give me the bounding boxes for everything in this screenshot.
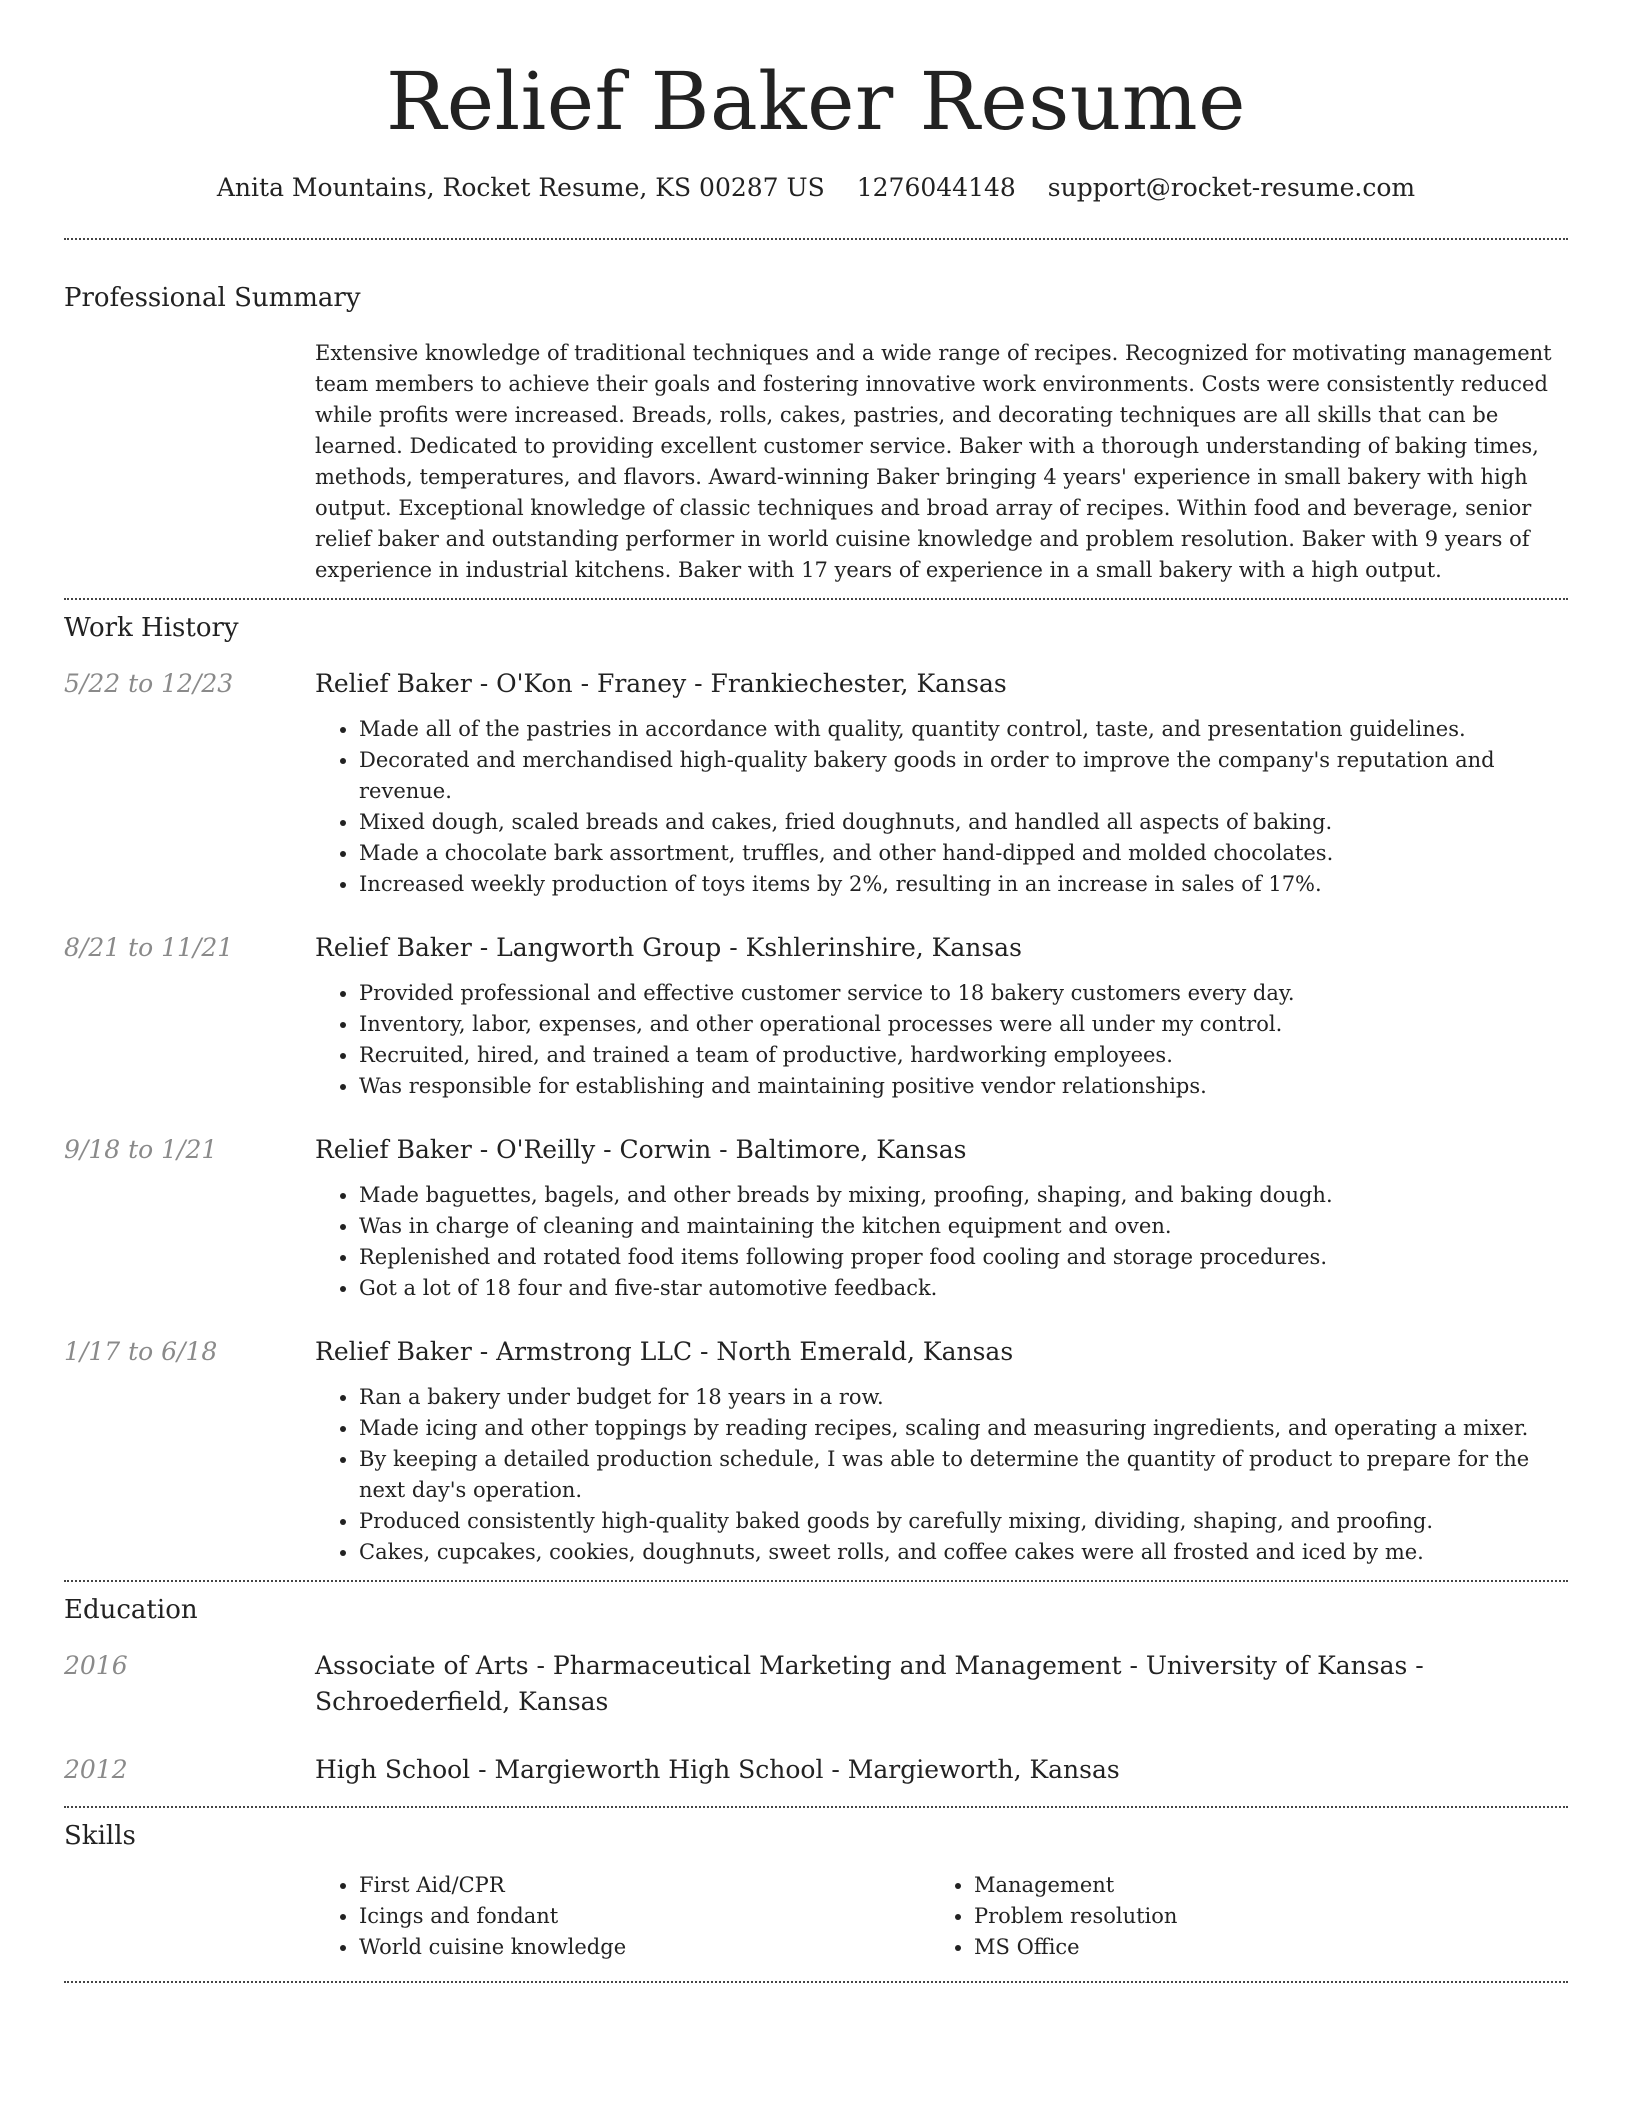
- skills-column-left: [315, 1870, 930, 1963]
- list-item: • Made a chocolate bark assortment, truffles, and other hand-dipped and molded chocolates.: [359, 838, 1568, 869]
- list-item: • Made all of the pastries in accordance with quality, quantity control, taste, and presentation guidelines.: [359, 714, 1568, 745]
- list-item: • By keeping a detailed production schedule, I was able to determine the quantity of product to prepare for the next day's operation.: [359, 1444, 1568, 1506]
- education-year: 2016: [64, 1651, 128, 1680]
- work-bullets: [315, 1382, 1568, 1568]
- list-item: • First Aid/CPR: [359, 1870, 930, 1901]
- list-item: • Decorated and merchandised high-quality bakery goods in order to improve the company's reputation and revenue.: [359, 745, 1568, 807]
- list-item: • Problem resolution: [974, 1901, 1545, 1932]
- contact-line: [64, 172, 1568, 204]
- summary-heading: Professional Summary: [64, 283, 361, 313]
- work-entry-body: [315, 930, 1568, 1102]
- work-heading: Relief Baker - O'Kon - Franey - Frankiechester, Kansas: [315, 669, 1007, 698]
- list-item: • Increased weekly production of toys items by 2%, resulting in an increase in sales of 17%.: [359, 869, 1568, 900]
- work-heading: Relief Baker - O'Reilly - Corwin - Baltimore, Kansas: [315, 1135, 967, 1164]
- list-item: • Cakes, cupcakes, cookies, doughnuts, sweet rolls, and coffee cakes were all frosted and iced by me.: [359, 1537, 1568, 1568]
- work-entry-body: [315, 666, 1568, 900]
- resume-title: Relief Baker Resume: [386, 55, 1246, 148]
- contact-phone: 1276044148: [856, 173, 1016, 202]
- work-entry-body: [315, 1132, 1568, 1304]
- education-school: - Margieworth High School - Margieworth, Kansas: [470, 1755, 1120, 1784]
- work-entry-body: [315, 1334, 1568, 1568]
- list-item: • Management: [974, 1870, 1545, 1901]
- list-item: • Inventory, labor, expenses, and other operational processes were all under my control.: [359, 1009, 1568, 1040]
- skills-column-right: [930, 1870, 1545, 1963]
- education-entry: [64, 1648, 1568, 1720]
- education-year: 2012: [64, 1755, 128, 1784]
- list-item: • Was in charge of cleaning and maintaining the kitchen equipment and oven.: [359, 1211, 1568, 1242]
- list-item: • Provided professional and effective customer service to 18 bakery customers every day.: [359, 978, 1568, 1009]
- work-bullets: [315, 978, 1568, 1102]
- work-bullets: [315, 714, 1568, 900]
- list-item: • Ran a bakery under budget for 18 years in a row.: [359, 1382, 1568, 1413]
- work-entry: [64, 1132, 1568, 1304]
- list-item: • Icings and fondant: [359, 1901, 930, 1932]
- education-heading: Education: [64, 1595, 198, 1625]
- education-degree: High School: [315, 1755, 471, 1784]
- work-heading: Relief Baker - Langworth Group - Kshlerinshire, Kansas: [315, 933, 1022, 962]
- list-item: • Made baguettes, bagels, and other breads by mixing, proofing, shaping, and baking dough.: [359, 1180, 1568, 1211]
- section-divider: [64, 598, 1568, 600]
- work-bullets: [315, 1180, 1568, 1304]
- list-item: • Replenished and rotated food items following proper food cooling and storage procedures.: [359, 1242, 1568, 1273]
- list-item: • World cuisine knowledge: [359, 1932, 930, 1963]
- work-entry: [64, 666, 1568, 900]
- section-divider: [64, 1580, 1568, 1582]
- list-item: • Mixed dough, scaled breads and cakes, fried doughnuts, and handled all aspects of baking.: [359, 807, 1568, 838]
- list-item: • Made icing and other toppings by reading recipes, scaling and measuring ingredients, and operating a mixer.: [359, 1413, 1568, 1444]
- education-entry: [64, 1752, 1568, 1788]
- section-divider: [64, 238, 1568, 240]
- contact-address: Anita Mountains, Rocket Resume, KS 00287 US: [216, 173, 825, 202]
- skills-grid: [315, 1870, 1568, 1963]
- work-dates: 8/21 to 11/21: [64, 933, 234, 962]
- work-dates: 5/22 to 12/23: [64, 669, 234, 698]
- work-dates: 1/17 to 6/18: [64, 1337, 218, 1366]
- list-item: • Got a lot of 18 four and five-star automotive feedback.: [359, 1273, 1568, 1304]
- list-item: • MS Office: [974, 1932, 1545, 1963]
- contact-email: support@rocket-resume.com: [1047, 173, 1416, 202]
- work-entry: [64, 930, 1568, 1102]
- skills-heading: Skills: [64, 1821, 136, 1851]
- education-degree: Associate of Arts - Pharmaceutical Marketing and Management: [315, 1651, 1122, 1680]
- work-heading: Relief Baker - Armstrong LLC - North Emerald, Kansas: [315, 1337, 1014, 1366]
- list-item: • Recruited, hired, and trained a team of productive, hardworking employees.: [359, 1040, 1568, 1071]
- section-divider: [64, 1806, 1568, 1808]
- list-item: • Produced consistently high-quality baked goods by carefully mixing, dividing, shaping, and proofing.: [359, 1506, 1568, 1537]
- work-entry: [64, 1334, 1568, 1568]
- list-item: • Was responsible for establishing and maintaining positive vendor relationships.: [359, 1071, 1568, 1102]
- work-history-heading: Work History: [64, 613, 239, 643]
- work-dates: 9/18 to 1/21: [64, 1135, 218, 1164]
- education-heading-line: [315, 1752, 1568, 1788]
- resume-page: [64, 0, 1568, 1983]
- summary-text: Extensive knowledge of traditional techniques and a wide range of recipes. Recognized for motivating management team members to achieve their goals and fostering innovative work environments. Costs were consistently reduced while profits were increased. Breads, rolls, cakes, pastries, and decorating techniques are all skills that can be learned. Dedicated to providing excellent customer service. Baker with a thorough understanding of baking times, methods, temperatures, and flavors. Award-winning Baker bringing 4 years' experience in small bakery with high output. Exceptional knowledge of classic techniques and broad array of recipes. Within food and beverage, senior relief baker and outstanding performer in world cuisine knowledge and problem resolution. Baker with 9 years of experience in industrial kitchens. Baker with 17 years of experience in a small bakery with a high output.: [315, 341, 1552, 582]
- education-heading-line: [315, 1648, 1568, 1720]
- education-school: - University of Kansas - Schroederfield, Kansas: [315, 1651, 1424, 1716]
- section-divider: [64, 1981, 1568, 1983]
